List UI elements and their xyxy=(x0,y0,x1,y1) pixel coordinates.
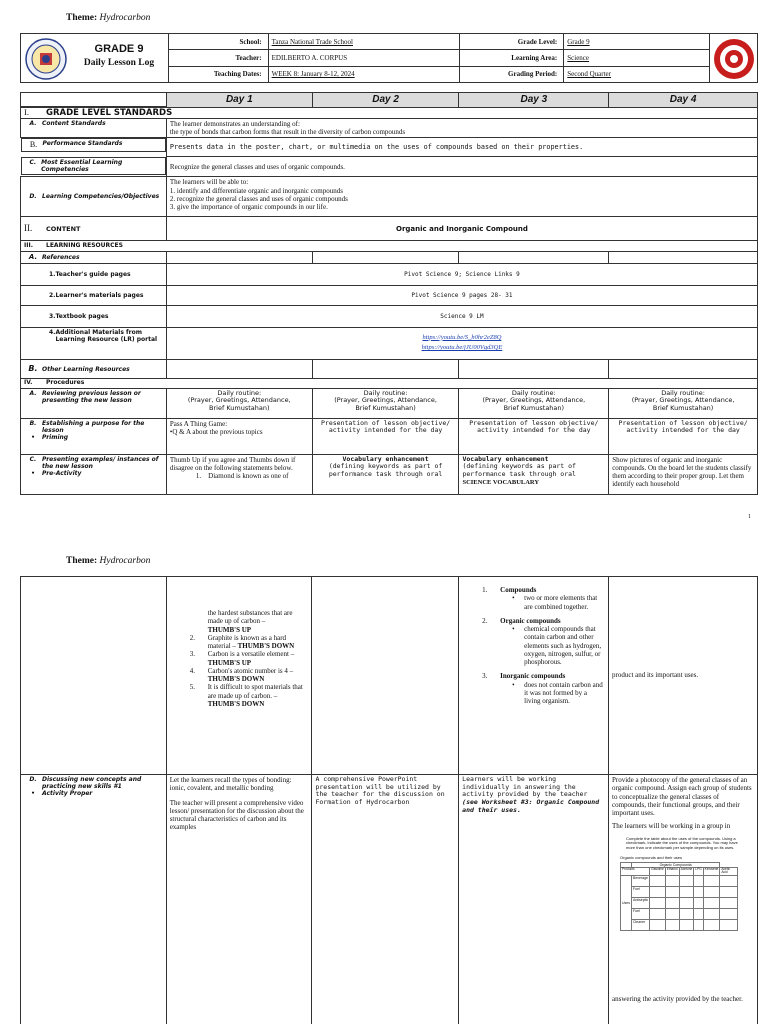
table-row: A. Reviewing previous lesson or presenting the new lesson Daily routine: (Prayer, Greetings, Attendance, Brief Kumustahan) Daily routine: (Prayer, Greetings, Attendance, Brief Kumustahan) Daily routine: (Prayer, Greetings, Attendance, Brief Kumustahan) Daily routine: (Prayer, Greetings, Attendance, Brief Kumustahan) xyxy=(21,388,758,418)
thumbs-statements: the hardest substances that are made up of carbon – THUMB'S UP 2. Graphite is known as a hard material – THUMB'S DOWN 3. Carbon is a versatile element – THUMB'S UP 4. Carbon's atomic number is 4 – THUMB'S DOWN 5. It is difficult to spot materials that are made up of carbon. – THUMB'S DOWN xyxy=(166,577,312,775)
worksheet-cell xyxy=(679,908,694,919)
discussion-day-3: Learners will be working individually in answering the activity provided by the teacher (see Worksheet #3: Organic Compound and their uses. xyxy=(459,775,609,1024)
melc-value: Recognize the general classes and uses of organic compounds. xyxy=(166,157,757,177)
discussion-day-1: Let the learners recall the types of bonding: ionic, covalent, and metallic bonding The teacher will present a comprehensive video lesson/ presentation for the discussion about the structural characteristics of carbon and its examples xyxy=(166,775,312,1024)
vocabulary-definitions: 1. Compounds • two or more elements that are combined together. 2. Organic compounds • chemical compounds that contain carbon and other elements such as hydrogen, oxygen, nitrogen, sulfur, or phosphorous. 3. Inorganic compounds • does not contain carbon and it was not formed by a living organism. xyxy=(459,577,609,775)
theme-heading: Theme: Hydrocarbon xyxy=(66,13,151,23)
dates-label: Teaching Dates: xyxy=(168,66,268,82)
routine-day-3: Daily routine: (Prayer, Greetings, Attendance, Brief Kumustahan) xyxy=(459,388,609,418)
school-value: Tanza National Trade School xyxy=(271,37,353,46)
header-title-cell xyxy=(21,34,169,83)
worksheet-cell xyxy=(694,897,703,908)
worksheet-uses-label: Uses xyxy=(621,875,632,930)
teacher-value: EDILBERTO A. CORPUS xyxy=(268,50,460,66)
worksheet-col-header: Acetone xyxy=(679,867,694,875)
learning-competencies-label: Learning Competencies/Objectives xyxy=(42,193,160,201)
performance-standards-label: Performance Standards xyxy=(42,140,123,148)
worksheet-cell xyxy=(703,875,720,886)
day-4-continuation: product and its important uses. xyxy=(609,577,758,775)
discussing-concepts-label: Discussing new concepts and practicing new skills #1 xyxy=(42,776,142,791)
logo-cell xyxy=(710,34,758,83)
routine-day-1: Daily routine: (Prayer, Greetings, Attendance, Brief Kumustahan) xyxy=(166,388,312,418)
learning-area-value: Science xyxy=(567,53,590,62)
day-3-heading: Day 3 xyxy=(459,93,609,108)
day-4-heading: Day 4 xyxy=(609,93,758,108)
learning-competencies-value: The learners will be able to: 1. identify and differentiate organic and inorganic compounds 2. recognize the general classes and uses of organic compounds 3. give the importance of organic compounds in our life. xyxy=(166,177,757,217)
table-row: 1.Teacher's guide pages Pivot Science 9; Science Links 9 xyxy=(21,263,758,285)
worksheet-use-label: Fuel xyxy=(631,908,649,919)
table-row: IV. Procedures xyxy=(21,378,758,388)
worksheet-cell xyxy=(650,875,666,886)
learning-area-label: Learning Area: xyxy=(460,50,564,66)
worksheet-cell xyxy=(679,919,694,930)
purpose-day-2: Presentation of lesson objective/ activity intended for the day xyxy=(312,418,459,454)
header-table xyxy=(20,33,758,83)
reviewing-label: Reviewing previous lesson or presenting the new lesson xyxy=(42,389,141,404)
worksheet-col-header: LPG xyxy=(694,867,703,875)
performance-standards-value: Presents data in the poster, chart, or multimedia on the uses of compounds based on their properties. xyxy=(166,138,757,157)
table-row xyxy=(21,577,758,775)
worksheet-cell xyxy=(679,897,694,908)
table-row: D. Learning Competencies/Objectives The learners will be able to: 1. identify and differentiate organic and inorganic compounds 2. recognize the general classes and uses of organic compounds 3. give the importance of organic compounds in our life. xyxy=(21,177,758,217)
worksheet-col-header: Gasoline xyxy=(650,867,666,875)
references-label: References xyxy=(42,254,80,262)
melc-label: Most Essential Learning Competencies xyxy=(41,158,123,173)
worksheet-col-header: Acetic Acid xyxy=(720,867,738,875)
worksheet-use-label: Fuel xyxy=(631,886,649,897)
worksheet-cell xyxy=(720,897,738,908)
grading-period-label: Grading Period: xyxy=(460,66,564,82)
examples-day-1: Thumb Up if you agree and Thumbs down if disagree on the following statements below. 1. Diamond is known as one of xyxy=(166,454,312,494)
teachers-guide-value: Pivot Science 9; Science Links 9 xyxy=(166,263,757,285)
additional-materials-label: Additional Materials from Learning Resource (LR) portal xyxy=(55,328,158,343)
worksheet-use-label: Cleaner xyxy=(631,919,649,930)
discussion-day-4: Provide a photocopy of the general classes of an organic compound. Assign each group of students to conceptualize the general classes of compounds, their functional groups, and their important uses. The learners will be working in a group in Complete the table about the uses of the compounds. Using a checkmark, indicate the uses of the compounds. You may have more than one checkmark per sample depending on its uses. Organic compounds and their uses Organic Compounds Products Gasoline Ethanol Acetone LPG Kerosene Acetic Acid Uses Beverage Fuel Antiseptic Fuel Cleaner answering the activity provided by the teacher. xyxy=(609,775,758,1024)
table-row: A. References xyxy=(21,252,758,263)
worksheet-cell xyxy=(665,886,679,897)
teachers-guide-label: Teacher's guide pages xyxy=(55,270,131,278)
content-standards-label: Content Standards xyxy=(42,119,106,127)
additional-materials-value xyxy=(166,327,757,359)
worksheet-row xyxy=(621,919,738,930)
worksheet-row xyxy=(621,875,738,886)
worksheet-cell xyxy=(650,919,666,930)
worksheet-cell xyxy=(650,908,666,919)
table-row: III. LEARNING RESOURCES xyxy=(21,241,758,252)
worksheet-cell xyxy=(665,875,679,886)
worksheet-cell xyxy=(694,875,703,886)
worksheet-cell xyxy=(694,886,703,897)
table-row: C. Most Essential Learning Competencies Recognize the general classes and uses of organic compounds. xyxy=(21,157,758,177)
grade-level-standards-heading: GRADE LEVEL STANDARDS xyxy=(46,108,173,119)
procedures-heading: Procedures xyxy=(46,378,85,386)
worksheet-cell xyxy=(703,908,720,919)
purpose-day-3: Presentation of lesson objective/ activity intended for the day xyxy=(459,418,609,454)
content-value: Organic and Inorganic Compound xyxy=(166,217,757,241)
resource-link-1[interactable]: https://youtu.be/S_h0hr2eZ8Q xyxy=(422,333,502,341)
theme-heading-page-2: Theme: Hydrocarbon xyxy=(66,556,151,566)
worksheet-col-header: Ethanol xyxy=(665,867,679,875)
learners-materials-value: Pivot Science 9 pages 28- 31 xyxy=(166,285,757,305)
worksheet-cell xyxy=(694,919,703,930)
worksheet-cell xyxy=(720,919,738,930)
grade-level-value: Grade 9 xyxy=(567,37,590,46)
lesson-log-table xyxy=(20,92,758,495)
worksheet-cell xyxy=(703,919,720,930)
worksheet-col-header: Products xyxy=(621,867,650,875)
table-row: I. GRADE LEVEL STANDARDS xyxy=(21,107,758,118)
lesson-log-table-page-2 xyxy=(20,576,758,1024)
learning-resources-heading: LEARNING RESOURCES xyxy=(46,242,123,250)
textbook-label: Textbook pages xyxy=(55,312,109,320)
worksheet-cell xyxy=(665,897,679,908)
day-2-heading: Day 2 xyxy=(312,93,459,108)
worksheet-row xyxy=(621,908,738,919)
textbook-value: Science 9 LM xyxy=(166,305,757,327)
table-row: A. Content Standards The learner demonstrates an understanding of: the type of bonds that carbon forms that result in the diversity of carbon compounds xyxy=(21,118,758,138)
worksheet-col-header: Kerosene xyxy=(703,867,720,875)
table-row: II. CONTENT Organic and Inorganic Compound xyxy=(21,217,758,241)
worksheet-cell xyxy=(665,919,679,930)
teacher-label: Teacher: xyxy=(168,50,268,66)
worksheet-cell xyxy=(703,897,720,908)
table-row: C. Presenting examples/ instances of the new lesson • Pre-Activity Thumb Up if you agree and Thumbs down if disagree on the following statements below. 1. Diamond is known as one of Vocabulary enhancement (defining keywords as part of performance task through oral Vocabulary enhancement (defining keywords as part of performance task through oral SCIENCE VOCABULARY Show pictures of organic and inorganic compounds. On the board let the students classify them according to their proper group. Let them identify each household xyxy=(21,454,758,494)
day-1-heading: Day 1 xyxy=(166,93,312,108)
purpose-label: Establishing a purpose for the lesson xyxy=(42,419,145,434)
worksheet-cell xyxy=(720,886,738,897)
other-resources-label: Other Learning Resources xyxy=(42,365,130,373)
worksheet-table: Organic Compounds Products Gasoline Ethanol Acetone LPG Kerosene Acetic Acid Uses Beverage Fuel Antiseptic Fuel Cleaner xyxy=(620,862,738,931)
purpose-day-4: Presentation of lesson objective/ activity intended for the day xyxy=(609,418,758,454)
school-logo-icon xyxy=(713,38,755,80)
grade-level-label: Grade Level: xyxy=(460,34,564,50)
worksheet-cell xyxy=(650,897,666,908)
worksheet-cell xyxy=(703,886,720,897)
deped-seal-icon xyxy=(25,38,67,80)
worksheet-cell xyxy=(720,875,738,886)
worksheet-image: Complete the table about the uses of the compounds. Using a checkmark, indicate the uses of the compounds. You may have more than one checkmark per sample depending on its uses. Organic compounds and their uses Organic Compounds Products Gasoline Ethanol Acetone LPG Kerosene Acetic Acid Uses Beverage Fuel Antiseptic Fuel Cleaner xyxy=(620,837,750,931)
examples-day-2: Vocabulary enhancement (defining keywords as part of performance task through oral xyxy=(312,454,459,494)
routine-day-4: Daily routine: (Prayer, Greetings, Attendance, Brief Kumustahan) xyxy=(609,388,758,418)
worksheet-cell xyxy=(679,875,694,886)
worksheet-cell xyxy=(665,908,679,919)
worksheet-use-label: Beverage xyxy=(631,875,649,886)
worksheet-cell xyxy=(650,886,666,897)
worksheet-cell xyxy=(679,886,694,897)
worksheet-cell xyxy=(720,908,738,919)
examples-day-3: Vocabulary enhancement (defining keywords as part of performance task through oral SCIENCE VOCABULARY xyxy=(459,454,609,494)
table-row: B. Performance Standards Presents data in the poster, chart, or multimedia on the uses of compounds based on their properties. xyxy=(21,138,758,157)
school-label: School: xyxy=(168,34,268,50)
dates-value: WEEK 8: January 8-12, 2024 xyxy=(271,70,355,79)
table-row: 2.Learner's materials pages Pivot Science 9 pages 28- 31 xyxy=(21,285,758,305)
table-row: 4. Additional Materials from Learning Resource (LR) portal https://youtu.be/S_h0hr2eZ8Q https://youtu.be/jJU00Vgd3QE xyxy=(21,327,758,359)
table-row: B. Other Learning Resources xyxy=(21,359,758,378)
examples-day-4: Show pictures of organic and inorganic compounds. On the board let the students classify them according to their proper group. Let them identify each household xyxy=(609,454,758,494)
table-row: 3.Textbook pages Science 9 LM xyxy=(21,305,758,327)
content-standards-value: The learner demonstrates an understanding of: the type of bonds that carbon forms that result in the diversity of carbon compounds xyxy=(166,118,757,138)
purpose-day-1: Pass A Thing Game: •Q & A about the previous topics xyxy=(166,418,312,454)
presenting-examples-label: Presenting examples/ instances of the new lesson xyxy=(42,455,159,470)
learners-materials-label: Learner's materials pages xyxy=(55,291,144,299)
worksheet-cell xyxy=(694,908,703,919)
resource-link-2[interactable]: https://youtu.be/jJU00Vgd3QE xyxy=(421,344,503,352)
worksheet-row xyxy=(621,897,738,908)
content-label: CONTENT xyxy=(46,225,81,234)
grading-period-value: Second Quarter xyxy=(567,70,611,79)
worksheet-use-label: Antiseptic xyxy=(631,897,649,908)
grade-title: GRADE 9 xyxy=(94,43,144,55)
discussion-day-2: A comprehensive PowerPoint presentation will be utilized by the teacher for the discussion on Formation of Hydrocarbon xyxy=(312,775,459,1024)
worksheet-row xyxy=(621,886,738,897)
table-row: B. Establishing a purpose for the lesson • Priming Pass A Thing Game: •Q & A about the previous topics Presentation of lesson objective/ activity intended for the day Presentation of lesson objective/ activity intended for the day Presentation of lesson objective/ activity intended for the day xyxy=(21,418,758,454)
table-row: D. Discussing new concepts and practicing new skills #1 • Activity Proper Let the learners recall the types of bonding: ionic, covalent, and metallic bonding The teacher will present a comprehensive video lesson/ presentation for the discussion about the structural characteristics of carbon and its examples A comprehensive PowerPoint presentation will be utilized by the teacher for the discussion on Formation of Hydrocarbon Learners will be working individually in answering the activity provided by the teacher (see Worksheet #3: Organic Compound and their uses. Provide a photocopy of the general classes of an organic compound. Assign each group of students to conceptualize the general classes of compounds, their functional groups, and their important uses. The learners will be working in a group in Complete the table about the uses of the compounds. Using a checkmark, indicate the uses of the compounds. You may have more than one checkmark per sample depending on its uses. Organic compounds and their uses Organic Compounds Products Gasoline Ethanol Acetone LPG Kerosene Acetic Acid Uses Beverage Fuel Antiseptic Fuel Cleaner answering the activity provided by the teacher. xyxy=(21,775,758,1024)
day-header-row xyxy=(21,93,758,108)
log-title: Daily Lesson Log xyxy=(83,58,155,68)
page-number: 1 xyxy=(748,514,751,520)
routine-day-2: Daily routine: (Prayer, Greetings, Attendance, Brief Kumustahan) xyxy=(312,388,459,418)
